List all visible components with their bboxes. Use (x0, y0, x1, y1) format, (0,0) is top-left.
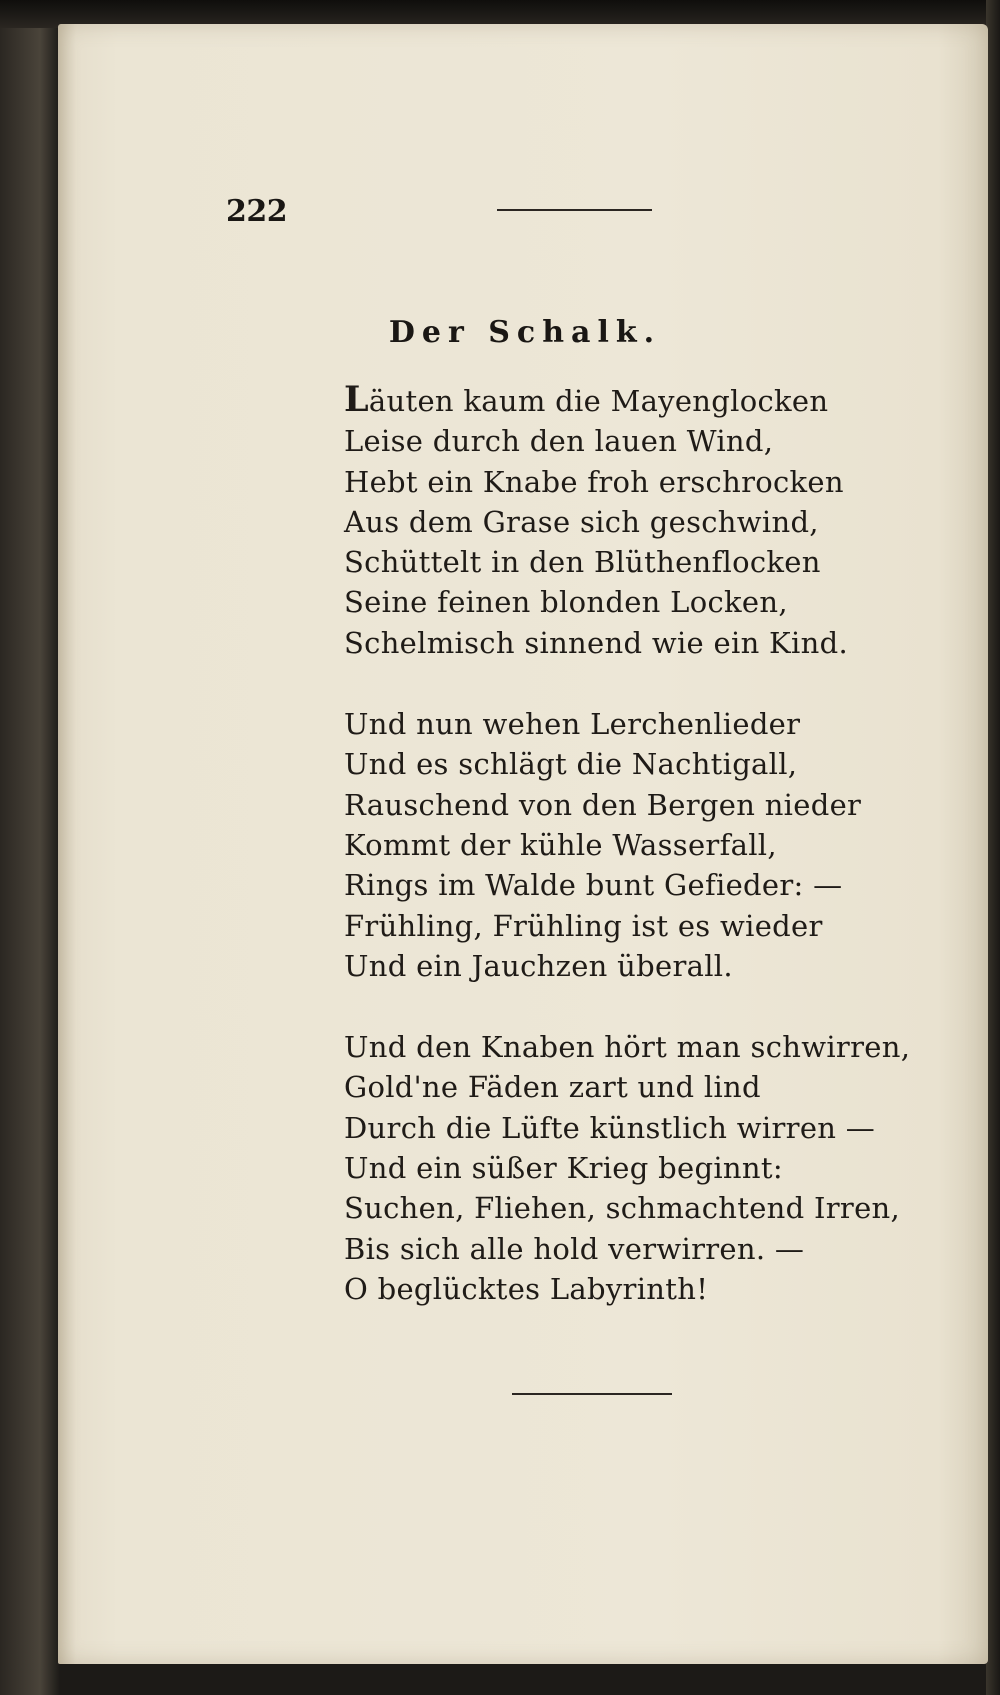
page-number: 222 (226, 194, 288, 229)
stanza-3 (344, 1027, 910, 1309)
verse-line: Seine feinen blonden Locken, (344, 585, 788, 620)
verse-line: Kommt der kühle Wasserfall, (344, 827, 777, 862)
verse-line: Und es schlägt die Nachtigall, (344, 747, 798, 782)
verse-line: Läuten kaum die Mayenglocken (344, 379, 829, 420)
stanza-2 (344, 704, 910, 986)
verse-line: Schüttelt in den Blüthenflocken (344, 545, 821, 580)
header-rule (497, 209, 652, 211)
verse-line: Und nun wehen Lerchenlieder (344, 707, 801, 742)
verse-line: O beglücktes Labyrinth! (344, 1271, 709, 1306)
poem-title: Der Schalk. (388, 315, 662, 350)
verse-line: Gold'ne Fäden zart und lind (344, 1070, 761, 1105)
verse-line: Rings im Walde bunt Gefieder: — (344, 868, 843, 903)
verse-line: Rauschend von den Bergen nieder (344, 787, 862, 822)
stanza-1 (344, 380, 910, 663)
verse-line: Und ein süßer Krieg beginnt: (344, 1151, 783, 1186)
poem-body (344, 380, 910, 1350)
verse-line: Und ein Jauchzen überall. (344, 948, 733, 983)
verse-line: Hebt ein Knabe froh erschrocken (344, 464, 844, 499)
verse-line: Und den Knaben hört man schwirren, (344, 1030, 911, 1065)
verse-line: Bis sich alle hold verwirren. — (344, 1231, 805, 1266)
end-rule (512, 1393, 672, 1395)
verse-line: Schelmisch sinnend wie ein Kind. (344, 625, 848, 660)
verse-line: Leise durch den lauen Wind, (344, 424, 774, 459)
initial-letter: L (344, 379, 369, 420)
scan-left-edge (0, 0, 60, 1695)
verse-line: Suchen, Fliehen, schmachtend Irren, (344, 1191, 901, 1226)
verse-line: Aus dem Grase sich geschwind, (344, 504, 819, 539)
verse-line: Durch die Lüfte künstlich wirren — (344, 1110, 876, 1145)
scan-right-edge (986, 0, 1000, 1695)
verse-line: Frühling, Frühling ist es wieder (344, 908, 823, 943)
